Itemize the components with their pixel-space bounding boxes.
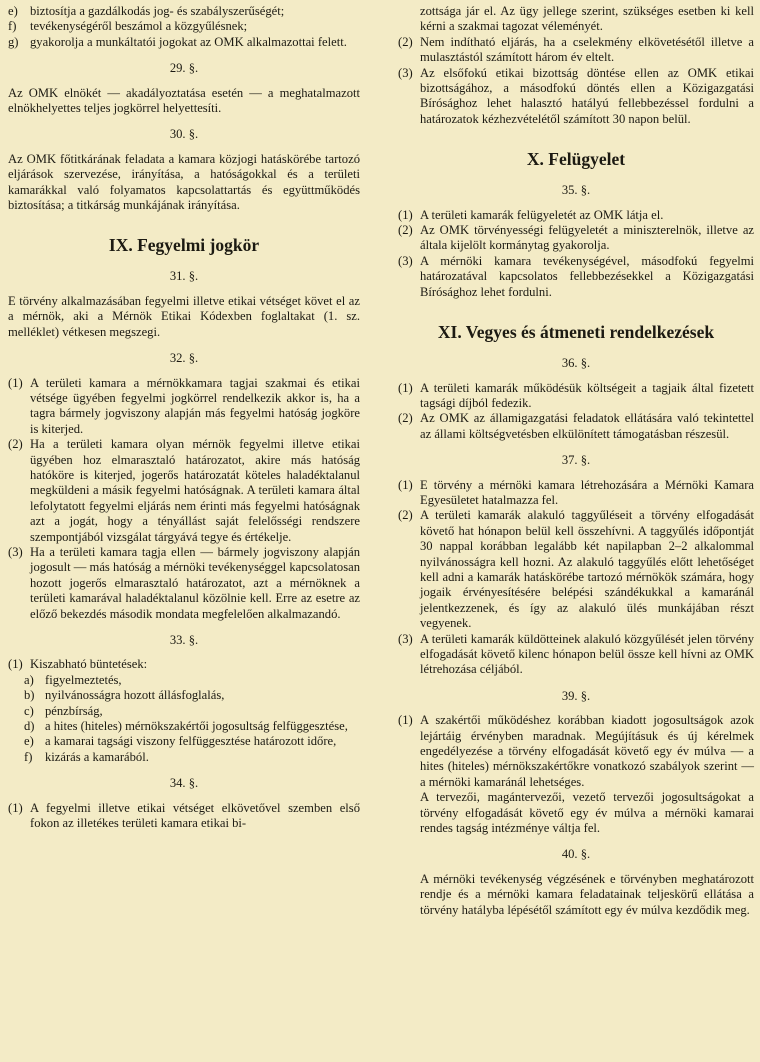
item-text: a kamarai tagsági viszony felfüggesztése határozott időre,	[45, 734, 337, 749]
item-number: (2)	[398, 34, 413, 49]
item-number: c)	[24, 703, 34, 718]
item-number: a)	[24, 672, 34, 687]
chapter-heading: XI. Vegyes és átmeneti rendelkezések	[437, 322, 715, 343]
sub-item	[24, 688, 360, 703]
list-item	[398, 223, 754, 254]
item-number: (1)	[398, 207, 413, 222]
list-item	[398, 381, 754, 412]
list-item	[398, 66, 754, 128]
section-title: 33. §.	[169, 633, 199, 647]
item-number: (2)	[398, 411, 413, 426]
item-number: d)	[24, 719, 35, 734]
list-item	[398, 35, 754, 66]
item-text: A területi kamarák működésük költségeit a tagjaik által fizetett tagsági díjból fedezik.	[420, 380, 754, 410]
item-number: (3)	[8, 544, 23, 559]
list-item	[398, 508, 754, 631]
paragraph: A mérnöki tevékenység végzésének e törvényben meghatározott rendje és a mérnöki kamara feladatainak teljeskörű ellátása a törvény hatályba lépésétől számított egy év múlva kezdődik meg.	[420, 871, 754, 917]
list-item	[8, 19, 360, 34]
sub-item	[24, 750, 360, 765]
section-title: 30. §.	[169, 127, 199, 142]
item-text: a hites (hiteles) mérnökszakértői jogosultság felfüggesztése,	[45, 719, 348, 734]
section-title: 31. §.	[169, 269, 199, 284]
item-number: f)	[24, 749, 33, 764]
item-text: E törvény a mérnöki kamara létrehozására a Mérnöki Kamara Egyesületet hatalmazza fel.	[420, 477, 754, 507]
item-number: (3)	[398, 631, 413, 646]
item-text: Az elsőfokú etikai bizottság döntése ellen az OMK etikai bizottságához, a másodfokú döntés ellen a Közigazgatási Bírósághoz lehet halasztó hatályú fellebbezéssel fordulni a határozatok kézhezvételétől számított 30 napon belül.	[420, 65, 754, 126]
item-text: A területi kamarák alakuló taggyűléseit a törvény elfogadását követő hat hónapon belül kell összehívni. A taggyűlés időpontját 30 nappal korábban legalább két napilapban 2–2 alkalommal nyilvánosságra kell hozni. Az alakuló taggyűlés előtt lehetőséget kell adni a kamarák hatáskörébe tartozó mérnökök számára, hogy jogaik érvényesítésére belépési szándékukkal a kamaránál jelentkezzenek, és így az alakuló ülés munkájában részt vegyenek.	[420, 508, 754, 631]
paragraph: A tervezői, magántervezői, vezető tervezői jogosultságokat a törvény elfogadását követő egy év múlva a mérnöki kamarai rendes tagság intézménye váltja fel.	[420, 790, 754, 836]
item-number: (2)	[398, 508, 413, 523]
item-text: nyilvánosságra hozott állásfoglalás,	[45, 688, 225, 703]
item-text: A mérnöki kamara tevékenységével, másodfokú fegyelmi határozatával kapcsolatos fellebbezésekkel a Közigazgatási Bírósághoz lehet fordulni.	[420, 253, 754, 299]
paragraph: zottsága jár el. Az ügy jellege szerint, szükséges esetben ki kell kérni a szakmai tagozat véleményét.	[420, 4, 754, 34]
item-text: figyelmeztetés,	[45, 672, 122, 687]
right-column	[398, 4, 754, 918]
item-number: (3)	[398, 65, 413, 80]
item-number: (1)	[8, 800, 23, 815]
item-text: Az OMK törvényességi felügyeletét a miniszterelnök, illetve az általa kijelölt kormánytag gyakorolja.	[420, 223, 754, 253]
item-number: (1)	[398, 713, 413, 728]
item-text: biztosítja a gazdálkodás jog- és szabályszerűségét;	[30, 4, 285, 18]
item-text: gyakorolja a munkáltatói jogokat az OMK alkalmazottai felett.	[30, 34, 347, 49]
item-number: (1)	[8, 657, 23, 672]
sub-item	[24, 673, 360, 688]
section-title: 39. §.	[561, 688, 591, 703]
section-title: 35. §.	[561, 183, 591, 198]
list-item	[398, 254, 754, 300]
paragraph: E törvény alkalmazásában fegyelmi illetve etikai vétséget követ el az a mérnök, aki a Mérnök Etikai Kódexben foglaltakat (1. sz. melléklet) vétkesen megszegi.	[8, 293, 360, 339]
list-item	[8, 545, 360, 622]
sub-item	[24, 704, 360, 719]
item-number: e)	[24, 734, 34, 749]
item-number: (1)	[398, 477, 413, 492]
list-item	[398, 632, 754, 678]
list-item	[8, 35, 360, 50]
item-text: A fegyelmi illetve etikai vétséget elkövetővel szemben első fokon az illetékes területi kamara etikai bi-	[30, 800, 360, 831]
sub-item	[24, 719, 360, 734]
section-title: 34. §.	[169, 776, 199, 791]
item-text: A területi kamara a mérnökkamara tagjai szakmai és etikai vétsége ügyében fegyelmi jogkörrel rendelkezik akkor is, ha a tagra bármely jogviszony alapján más fegyelmi hatóság jogköre is kiterjed.	[30, 375, 360, 436]
list-item	[8, 801, 360, 832]
section-title: 32. §.	[169, 351, 199, 366]
paragraph: Az OMK főtitkárának feladata a kamara közjogi hatáskörébe tartozó eljárások szervezése, irányítása, a hatóságokkal és a területi kamarákkal való folyamatos kapcsolattartás és együttműködés biztosítása; a titkárság munkájának irányítása.	[8, 151, 360, 213]
item-number: (2)	[8, 437, 23, 452]
item-text: Ha a területi kamara tagja ellen — bármely jogviszony alapján jogosult — más hatóság a mérnöki tevékenységgel kapcsolatosan hozott jogerős elmarasztaló határozatot, azt a mérnöknek a területi kamarával haladéktalanul közölnie kell. Erre az esetre az előző bekezdés második mondata megfelelően alkalmazandó.	[30, 544, 360, 621]
list-item	[8, 4, 360, 19]
list-item	[398, 478, 754, 509]
list-item	[8, 437, 360, 545]
list-item	[398, 411, 754, 442]
item-text: Az OMK az államigazgatási feladatok ellátására való tekintettel az állami költségvetésben elkülönített támogatásban részesül.	[420, 411, 754, 441]
item-number: f)	[8, 19, 17, 34]
list-item	[398, 713, 754, 790]
chapter-heading: IX. Fegyelmi jogkör	[108, 235, 260, 256]
paragraph: Az OMK elnökét — akadályoztatása esetén — a meghatalmazott elnökhelyettes teljes jogkörrel helyettesíti.	[8, 85, 360, 116]
section-title: 29. §.	[169, 61, 199, 76]
chapter-heading: X. Felügyelet	[526, 149, 626, 170]
list-item	[398, 208, 754, 223]
section-title: 36. §.	[561, 356, 591, 371]
item-text: Ha a területi kamara olyan mérnök fegyelmi illetve etikai ügyében hoz elmarasztaló határozatot, akire más hatóság hatóköre is kiterjed, jogerős határozatát köteles haladéktalanul megküldeni a másik fegyelmi hatóságnak. A területi kamara által lefolytatott fegyelmi eljárás nem érinti más fegyelmi hatóságnak azt a jogát, hogy a tényállást saját felelősségi rendszere szempontjából vizsgálat tárgyává tegye és értékelje.	[30, 437, 360, 544]
left-column	[8, 4, 360, 831]
item-number: (2)	[398, 223, 413, 238]
item-number: e)	[8, 4, 18, 18]
item-text: Nem indítható eljárás, ha a cselekmény elkövetésétől illetve a mulasztástól számított három év eltelt.	[420, 34, 754, 65]
item-number: (3)	[398, 253, 413, 268]
item-number: (1)	[8, 375, 23, 390]
item-number: g)	[8, 34, 19, 49]
item-number: (1)	[398, 380, 413, 395]
sub-item	[24, 734, 360, 749]
item-text: kizárás a kamarából.	[45, 749, 149, 764]
section-title: 37. §.	[561, 453, 591, 468]
item-text: Kiszabható büntetések:	[30, 657, 148, 672]
section-title: 40. §.	[561, 847, 591, 862]
item-text: tevékenységéről beszámol a közgyűlésnek;	[30, 19, 248, 34]
item-text: A szakértői működéshez korábban kiadott jogosultságok azok lejártáig érvényben maradnak. Megújításuk és új kérelmek engedélyezése a törvény elfogadását követő egy év múlva — a hites (hiteles) mérnökszakértőkre vonatkozó szabályok szerint — a mérnöki kamaránál lehetséges.	[420, 713, 754, 789]
item-text: A területi kamarák felügyeletét az OMK látja el.	[420, 207, 664, 222]
list-item	[8, 376, 360, 438]
item-text: A területi kamarák küldötteinek alakuló közgyűlését jelen törvény elfogadását követő kilenc hónapon belül össze kell hívni az OMK létrehozása céljából.	[420, 631, 754, 677]
list-item	[8, 657, 360, 672]
item-text: pénzbírság,	[45, 703, 103, 718]
item-number: b)	[24, 688, 35, 703]
